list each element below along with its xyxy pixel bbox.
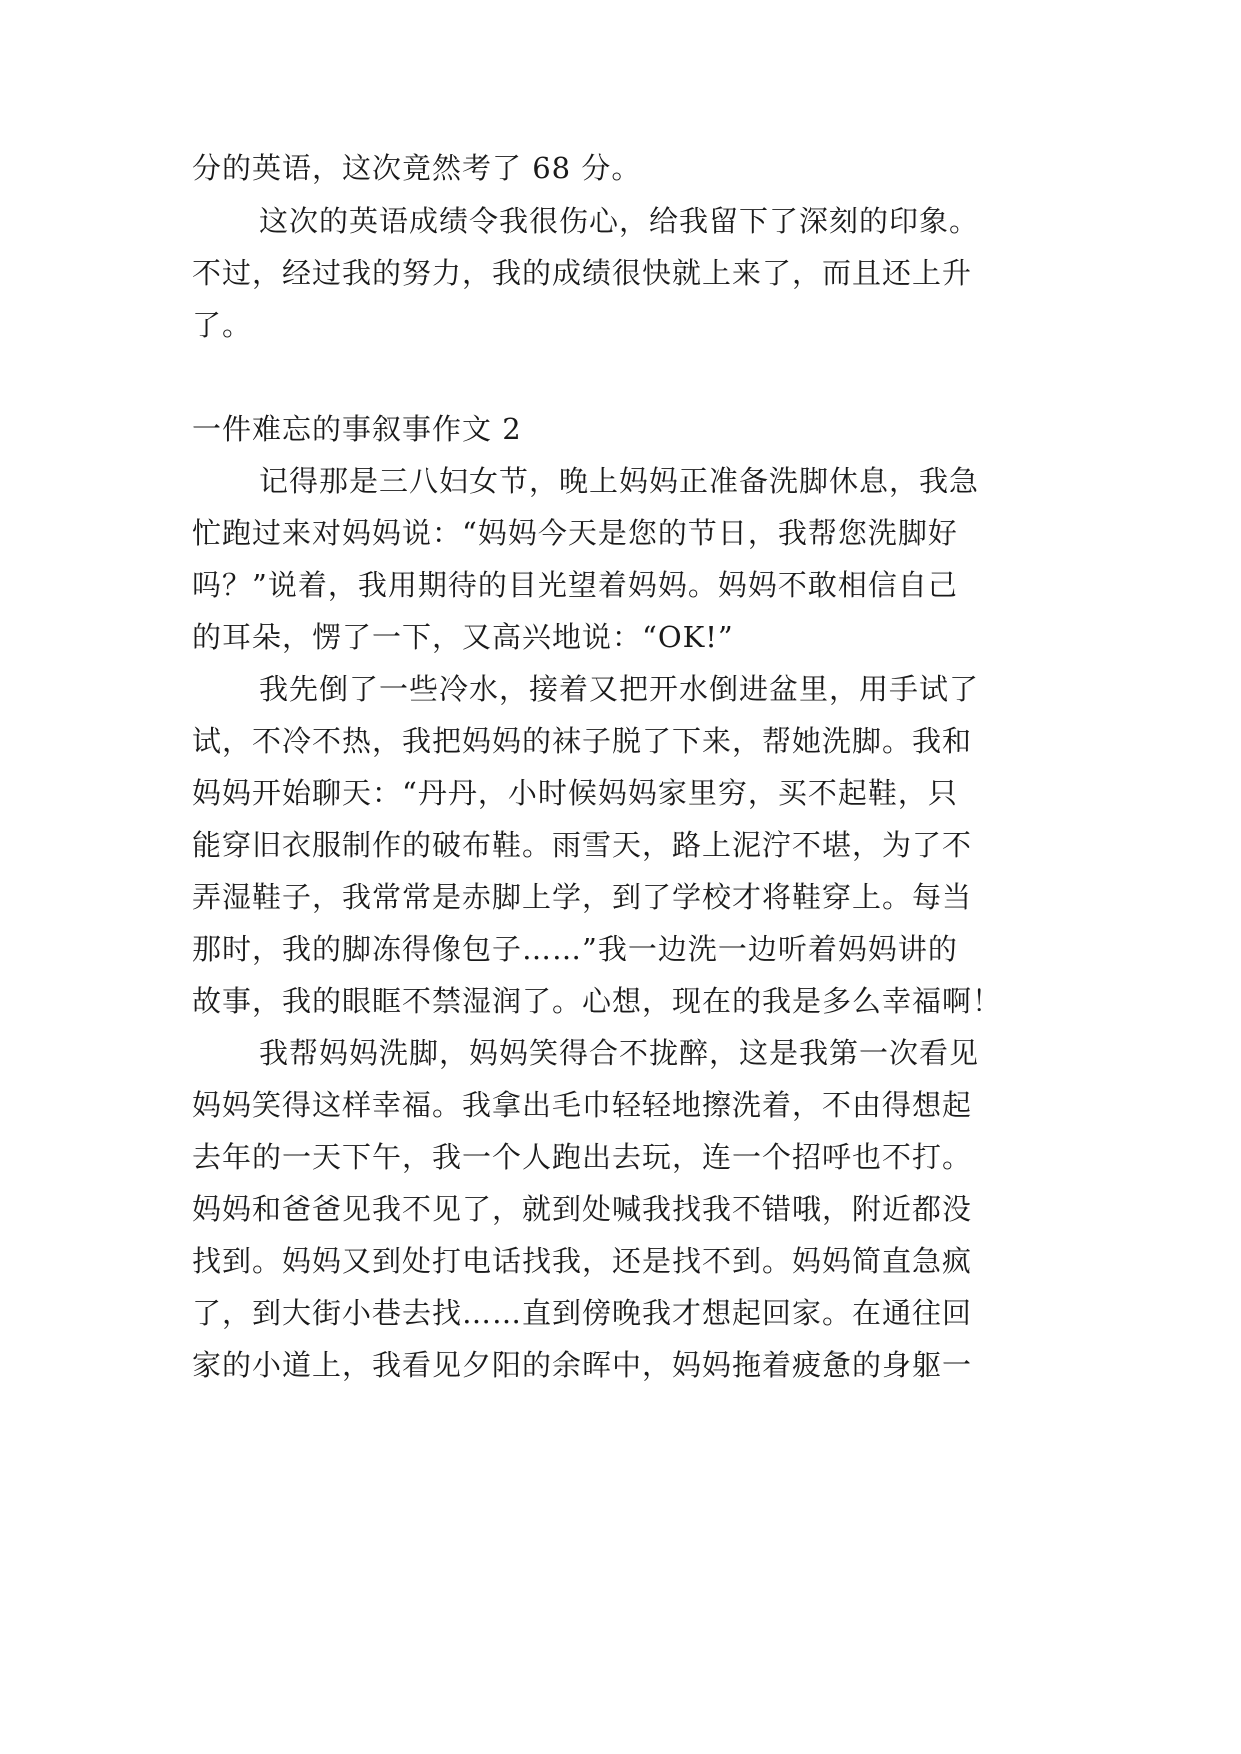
section-heading: 一件难忘的事叙事作文 2 [192,412,522,446]
para3-line-2: 妈妈笑得这样幸福。我拿出毛巾轻轻地擦洗着，不由得想起 [192,1088,973,1122]
para1-line-1: 记得那是三八妇女节，晚上妈妈正准备洗脚休息，我急 [259,464,980,498]
para-sad-line-3: 了。 [192,308,253,342]
para3-line-3: 去年的一天下午，我一个人跑出去玩，连一个招呼也不打。 [192,1140,973,1174]
para3-line-4: 妈妈和爸爸见我不见了，就到处喊我找我不错哦，附近都没 [192,1192,973,1226]
para2-line-6: 那时，我的脚冻得像包子……”我一边洗一边听着妈妈讲的 [192,932,958,966]
para2-line-4: 能穿旧衣服制作的破布鞋。雨雪天，路上泥泞不堪，为了不 [192,828,973,862]
para1-line-2: 忙跑过来对妈妈说：“妈妈今天是您的节日，我帮您洗脚好 [192,516,958,550]
para2-line-5: 弄湿鞋子，我常常是赤脚上学，到了学校才将鞋穿上。每当 [192,880,973,914]
para2-line-7: 故事，我的眼眶不禁湿润了。心想，现在的我是多么幸福啊！ [192,984,1003,1018]
para2-line-3: 妈妈开始聊天：“丹丹，小时候妈妈家里穷，买不起鞋，只 [192,776,958,810]
para2-line-2: 试，不冷不热，我把妈妈的袜子脱了下来，帮她洗脚。我和 [192,724,973,758]
para2-line-1: 我先倒了一些冷水，接着又把开水倒进盆里，用手试了 [259,672,980,706]
para1-line-3: 吗？”说着，我用期待的目光望着妈妈。妈妈不敢相信自己 [192,568,958,602]
para-sad-line-2: 不过，经过我的努力，我的成绩很快就上来了，而且还上升 [192,256,973,290]
para3-line-6: 了，到大街小巷去找……直到傍晚我才想起回家。在通往回 [192,1296,973,1330]
intro-line-1: 分的英语，这次竟然考了 68 分。 [192,151,642,185]
para1-line-4: 的耳朵，愣了一下，又高兴地说：“OK!” [192,620,734,654]
para3-line-5: 找到。妈妈又到处打电话找我，还是找不到。妈妈简直急疯 [192,1244,973,1278]
para3-line-1: 我帮妈妈洗脚，妈妈笑得合不拢醉，这是我第一次看见 [259,1036,980,1070]
para-sad-line-1: 这次的英语成绩令我很伤心，给我留下了深刻的印象。 [259,204,980,238]
para3-line-7: 家的小道上，我看见夕阳的余晖中，妈妈拖着疲惫的身躯一 [192,1348,973,1382]
